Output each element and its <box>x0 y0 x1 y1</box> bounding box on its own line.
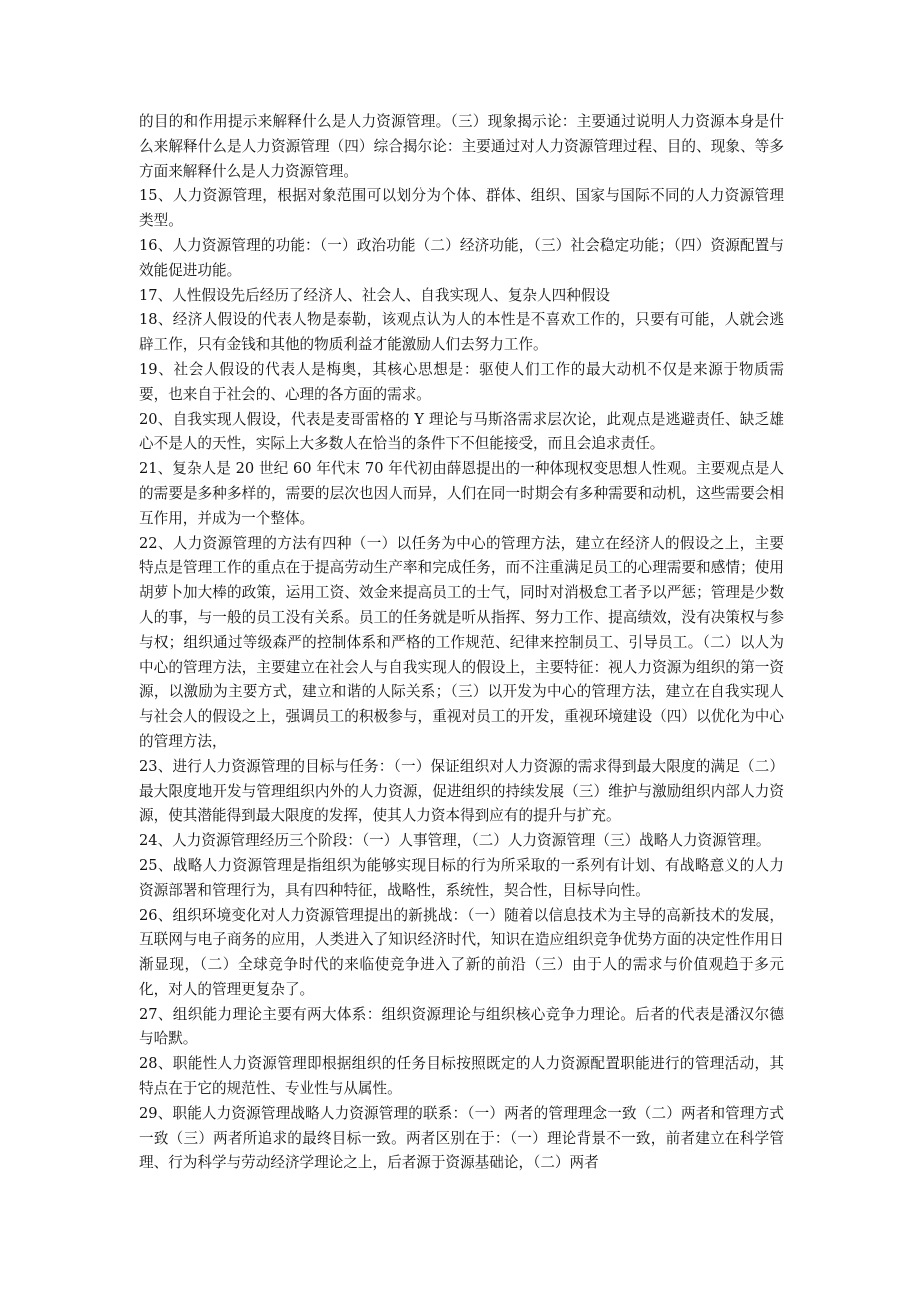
paragraph-item-21: 21、复杂人是 20 世纪 60 年代末 70 年代初由薛恩提出的一种体现权变思想人性观。主要观点是人的需要是多种多样的，需要的层次也因人而异，人们在同一时期会有多种需要和动机，这些需要会相互作用，并成为一个整体。 <box>139 460 784 527</box>
paragraph-item-26: 26、组织环境变化对人力资源管理提出的新挑战：（一）随着以信息技术为主导的高新技术的发展，互联网与电子商务的应用，人类进入了知识经济时代，知识在造应组织竞争优势方面的决定性作用日渐显现，（二）全球竞争时代的来临使竞争进入了新的前沿（三）由于人的需求与价值观趋于多元化，对人的管理更复杂了。 <box>139 906 784 998</box>
paragraph-item-24: 24、人力资源管理经历三个阶段：（一）人事管理，（二）人力资源管理（三）战略人力资源管理。 <box>139 832 771 850</box>
paragraph-item-15: 15、人力资源管理，根据对象范围可以划分为个体、群体、组织、国家与国际不同的人力资源管理类型。 <box>139 187 784 230</box>
paragraph-item-16: 16、人力资源管理的功能：（一）政治功能（二）经济功能，（三）社会稳定功能；（四）资源配置与效能促进功能。 <box>139 236 784 279</box>
paragraph-item-18: 18、经济人假设的代表人物是泰勒，该观点认为人的本性是不喜欢工作的，只要有可能，人就会逃辟工作，只有金钱和其他的物质利益才能激励人们去努力工作。 <box>139 311 784 354</box>
document-body <box>139 110 784 1176</box>
paragraph-item-22: 22、人力资源管理的方法有四种（一）以任务为中心的管理方法，建立在经济人的假设之上，主要特点是管理工作的重点在于提高劳动生产率和完成任务，而不注重满足员工的心理需要和感情；使用胡萝卜加大棒的政策，运用工资、效金来提高员工的士气，同时对消极怠工者予以严惩；管理是少数人的事，与一般的员工没有关系。员工的任务就是听从指挥、努力工作、提高绩效，没有决策权与参与权；组织通过等级森严的控制体系和严格的工作规范、纪律来控制员工、引导员工。（二）以人为中心的管理方法，主要建立在社会人与自我实现人的假设上，主要特征：视人力资源为组织的第一资源，以激励为主要方式，建立和谐的人际关系；（三）以开发为中心的管理方法，建立在自我实现人与社会人的假设之上，强调员工的积极参与，重视对员工的开发，重视环境建设（四）以优化为中心的管理方法， <box>139 534 784 750</box>
paragraph-item-27: 27、组织能力理论主要有两大体系：组织资源理论与组织核心竞争力理论。后者的代表是潘汉尔德与哈默。 <box>139 1005 784 1048</box>
paragraph-item-29: 29、职能人力资源管理战略人力资源管理的联系：（一）两者的管理理念一致（二）两者和管理方式一致（三）两者所追求的最终目标一致。两者区别在于：（一）理论背景不一致，前者建立在科学管理、行为科学与劳动经济学理论之上，后者源于资源基础论，（二）两者 <box>139 1104 784 1172</box>
paragraph-item-17: 17、人性假设先后经历了经济人、社会人、自我实现人、复杂人四种假设 <box>139 286 610 304</box>
paragraph-item-23: 23、进行人力资源管理的目标与任务：（一）保证组织对人力资源的需求得到最大限度的满足（二）最大限度地开发与管理组织内外的人力资源，促进组织的持续发展（三）维护与激励组织内部人力资源，使其潜能得到最大限度的发挥，使其人力资本得到应有的提升与扩充。 <box>139 757 784 825</box>
paragraph-item-25: 25、战略人力资源管理是指组织为能够实现目标的行为所采取的一系列有计划、有战略意义的人力资源部署和管理行为，具有四种特征，战略性，系统性，契合性，目标导向性。 <box>139 856 784 899</box>
paragraph-item-20: 20、自我实现人假设，代表是麦哥雷格的 Y 理论与马斯洛需求层次论，此观点是逃避责任、缺乏雄心不是人的天性，实际上大多数人在恰当的条件下不但能接受，而且会追求责任。 <box>139 410 784 453</box>
paragraph-item-19: 19、社会人假设的代表人是梅奥，其核心思想是：驱使人们工作的最大动机不仅是来源于物质需要，也来自于社会的、心理的各方面的需求。 <box>139 360 784 403</box>
paragraph-continuation: 的目的和作用提示来解释什么是人力资源管理。（三）现象揭示论：主要通过说明人力资源本身是什么来解释什么是人力资源管理（四）综合揭尔论：主要通过对人力资源管理过程、目的、现象、等多方面来解释什么是人力资源管理。 <box>139 113 784 180</box>
paragraph-item-28: 28、职能性人力资源管理即根据组织的任务目标按照既定的人力资源配置职能进行的管理活动，其特点在于它的规范性、专业性与从属性。 <box>139 1055 784 1098</box>
